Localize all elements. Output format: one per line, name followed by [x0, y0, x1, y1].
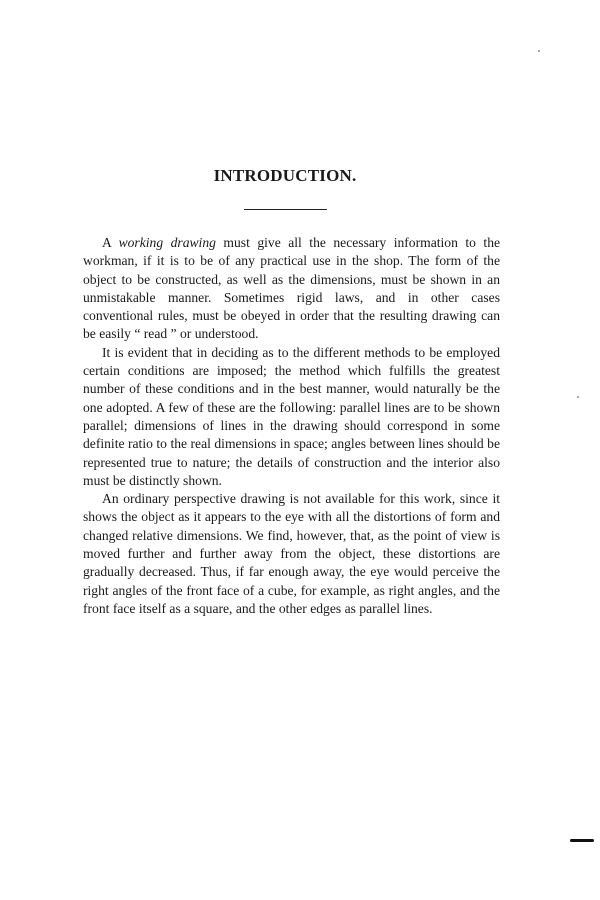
chapter-title: INTRODUCTION.	[213, 166, 357, 185]
page-edge-mark	[570, 839, 594, 842]
paragraph-1-emphasis: working drawing	[118, 235, 216, 250]
title-rule	[244, 209, 327, 210]
paragraph-1-lead: A	[102, 235, 119, 250]
body-text	[83, 234, 500, 618]
paragraph-2: It is evident that in deciding as to the different methods to be employed certain conditions are imposed; the method which fulfills the greatest number of these conditions and in the best manner, would naturally be the one adopted. A few of these are the following: parallel lines are to be shown parallel; dimensions of lines in the drawing should correspond in some definite ratio to the real dimensions in space; angles between lines should be represented true to nature; the details of construction and the interior also must be distinctly shown.	[83, 344, 500, 488]
paragraph-3: An ordinary perspective drawing is not available for this work, since it shows the object as it appears to the eye with all the distortions of form and changed relative dimensions. We find, however, that, as the point of view is moved further and further away from the object, these distortions are gradually decreased. Thus, if far enough away, the eye would perceive the right angles of the front face of a cube, for example, as right angles, and the front face itself as a square, and the other edges as parallel lines.	[83, 491, 500, 616]
scan-speck	[577, 396, 579, 398]
paragraph-1	[83, 234, 500, 344]
paragraph-1-rest: must give all the necessary information to the workman, if it is to be of any practical use in the shop. The form of the object to be constructed, as well as the dimensions, must be shown in an unmistakable manner. Sometimes rigid laws, and in other cases conventional rules, must be obeyed in order that the resulting drawing can be easily “ read ” or understood.	[83, 235, 501, 342]
scan-speck	[538, 50, 540, 52]
